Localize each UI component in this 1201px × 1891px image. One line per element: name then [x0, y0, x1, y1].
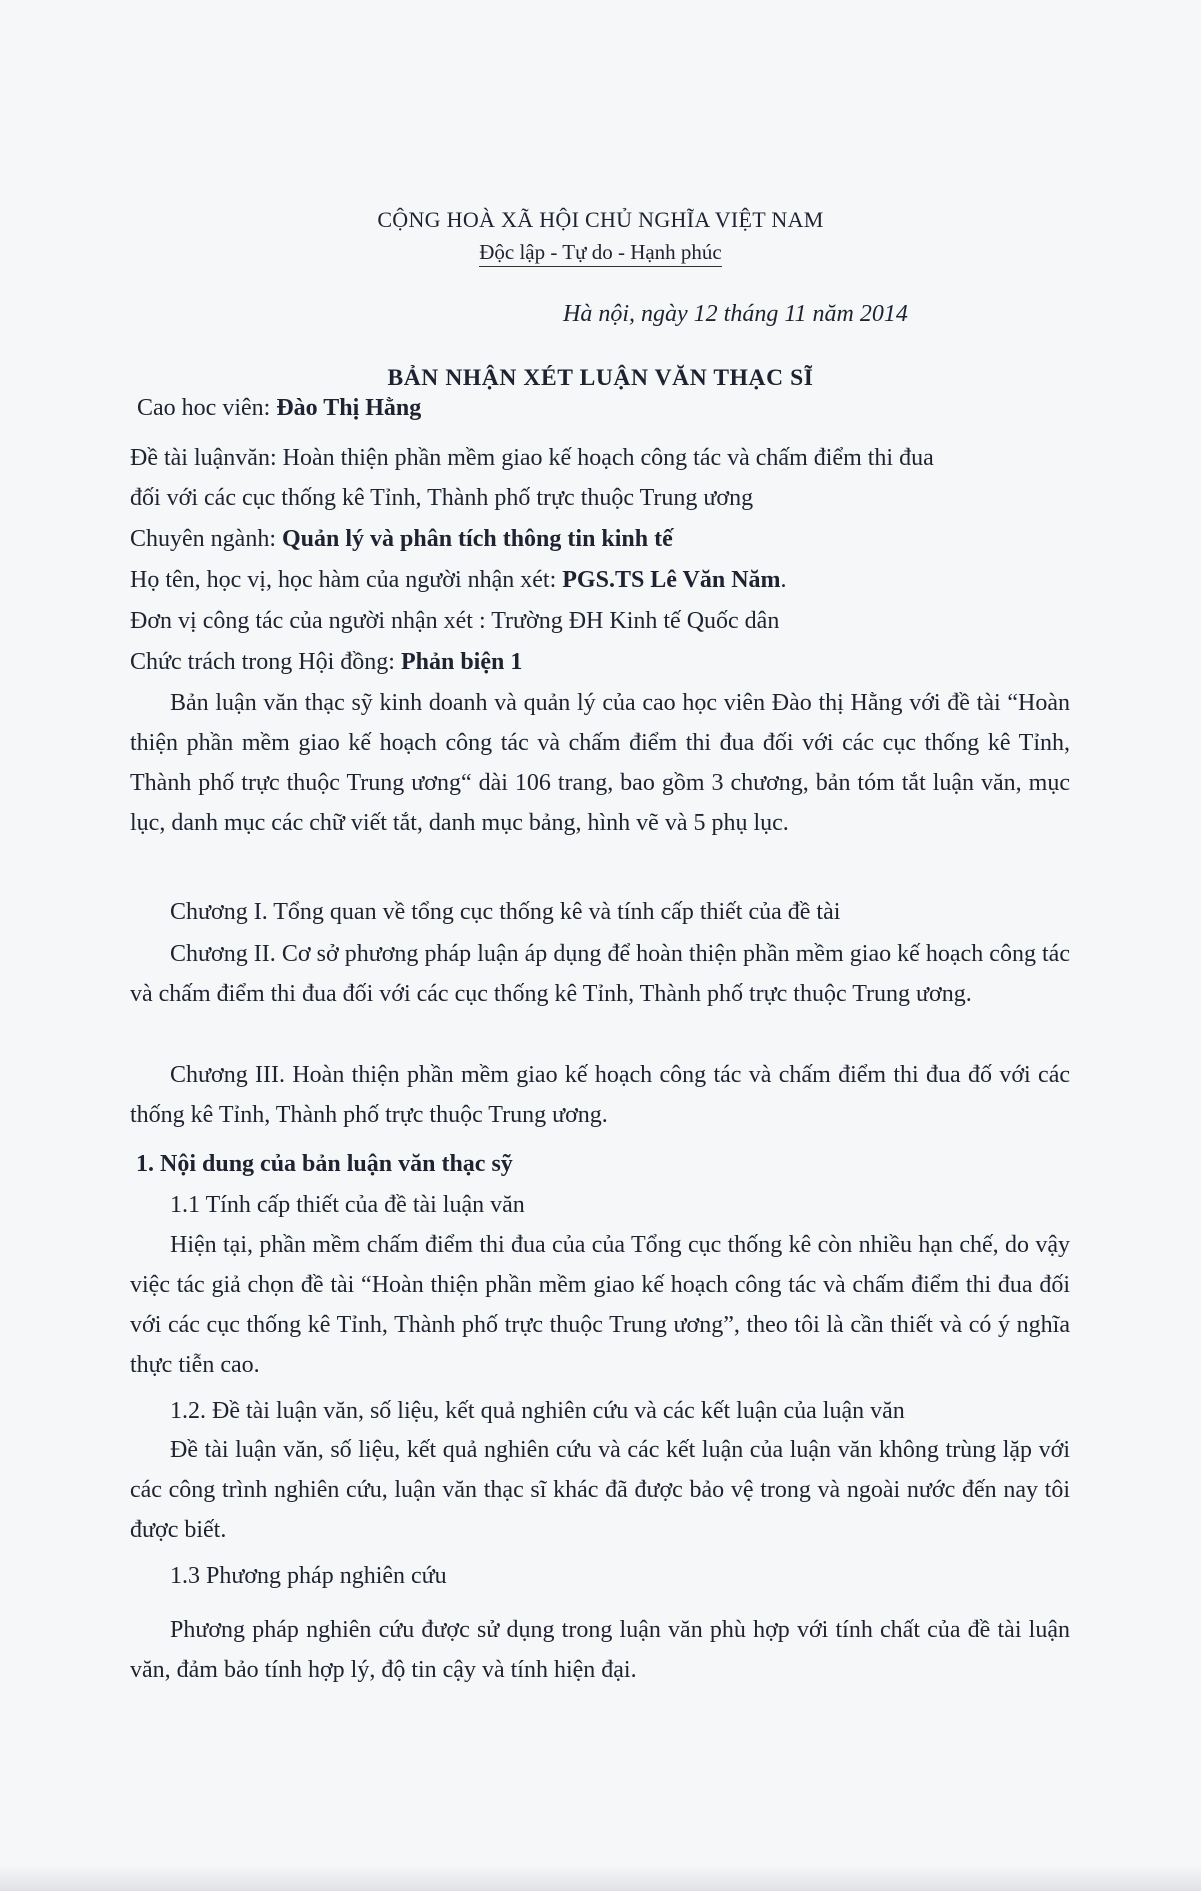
scan-edge — [0, 1865, 1201, 1891]
chapter-2: Chương II. Cơ sở phương pháp luận áp dụng để hoàn thiện phần mềm giao kế hoạch công tác và chấm điểm thi đua đối với các cục thống kê Tỉnh, Thành phố trực thuộc Trung ương. — [130, 941, 1070, 1007]
major-label: Chuyên ngành: — [130, 526, 276, 552]
role-value: Phản biện 1 — [400, 649, 523, 675]
major-value: Quản lý và phân tích thông tin kinh tế — [281, 526, 673, 552]
role-line — [130, 648, 522, 676]
student-label: Cao hoc viên: — [137, 395, 271, 421]
document-date: Hà nội, ngày 12 tháng 11 năm 2014 — [563, 301, 908, 327]
section-1-2-heading: 1.2. Đề tài luận văn, số liệu, kết quả nghiên cứu và các kết luận của luận văn — [170, 1398, 905, 1424]
student-line — [137, 394, 421, 422]
national-motto — [0, 238, 1201, 266]
reviewer-label: Họ tên, học vị, học hàm của người nhận xét: — [130, 567, 557, 593]
reviewer-end: . — [780, 567, 787, 593]
chapter-1: Chương I. Tổng quan về tổng cục thống kê và tính cấp thiết của đề tài — [170, 899, 841, 925]
student-name: Đào Thị Hằng — [276, 395, 422, 421]
section-1-1-heading: 1.1 Tính cấp thiết của đề tài luận văn — [170, 1192, 525, 1218]
document-title: BẢN NHẬN XÉT LUẬN VĂN THẠC SĨ — [387, 365, 814, 391]
section-1-3-heading: 1.3 Phương pháp nghiên cứu — [170, 1563, 447, 1589]
section-1-1-text: Hiện tại, phần mềm chấm điểm thi đua của của Tổng cục thống kê còn nhiều hạn chế, do vậy việc tác giả chọn đề tài “Hoàn thiện phần mềm giao kế hoạch công tác và chấm điểm thi đua đối với các cục thống kê Tỉnh, Thành phố trực thuộc Trung ương”, theo tôi là cần thiết và có ý nghĩa thực tiễn cao. — [130, 1232, 1070, 1378]
unit-line: Đơn vị công tác của người nhận xét : Trường ĐH Kinh tế Quốc dân — [130, 608, 780, 634]
section-1-heading-text: 1. Nội dung của bản luận văn thạc sỹ — [136, 1151, 513, 1177]
topic-line-2: đối với các cục thống kê Tỉnh, Thành phố trực thuộc Trung ương — [130, 485, 754, 511]
major-line — [130, 525, 673, 553]
motto-text: Độc lập - Tự do - Hạnh phúc — [479, 240, 722, 267]
topic-line-1: Đề tài luậnvăn: Hoàn thiện phần mềm giao kế hoạch công tác và chấm điểm thi đua — [130, 445, 934, 471]
section-1-heading — [136, 1150, 513, 1178]
reviewer-line — [130, 566, 787, 594]
section-1-3-text: Phương pháp nghiên cứu được sử dụng trong luận văn phù hợp với tính chất của đề tài luận văn, đảm bảo tính hợp lý, độ tin cậy và tính hiện đại. — [130, 1617, 1070, 1683]
intro-paragraph: Bản luận văn thạc sỹ kinh doanh và quản lý của cao học viên Đào thị Hằng với đề tài “Hoàn thiện phần mềm giao kế hoạch công tác và chấm điểm thi đua đối với các cục thống kê Tỉnh, Thành phố trực thuộc Trung ương“ dài 106 trang, bao gồm 3 chương, bản tóm tắt luận văn, mục lục, danh mục các chữ viết tắt, danh mục bảng, hình vẽ và 5 phụ lục. — [130, 690, 1070, 836]
chapter-3: Chương III. Hoàn thiện phần mềm giao kế hoạch công tác và chấm điểm thi đua đố với các thống kê Tỉnh, Thành phố trực thuộc Trung ương. — [130, 1062, 1070, 1128]
role-label: Chức trách trong Hội đồng: — [130, 649, 395, 675]
national-title: CỘNG HOÀ XÃ HỘI CHỦ NGHĨA VIỆT NAM — [377, 207, 824, 232]
reviewer-value: PGS.TS Lê Văn Năm — [562, 567, 781, 593]
section-1-2-text: Đề tài luận văn, số liệu, kết quả nghiên cứu và các kết luận của luận văn không trùng lặp với các công trình nghiên cứu, luận văn thạc sĩ khác đã được bảo vệ trong và ngoài nước đến nay tôi được biết. — [130, 1437, 1070, 1543]
